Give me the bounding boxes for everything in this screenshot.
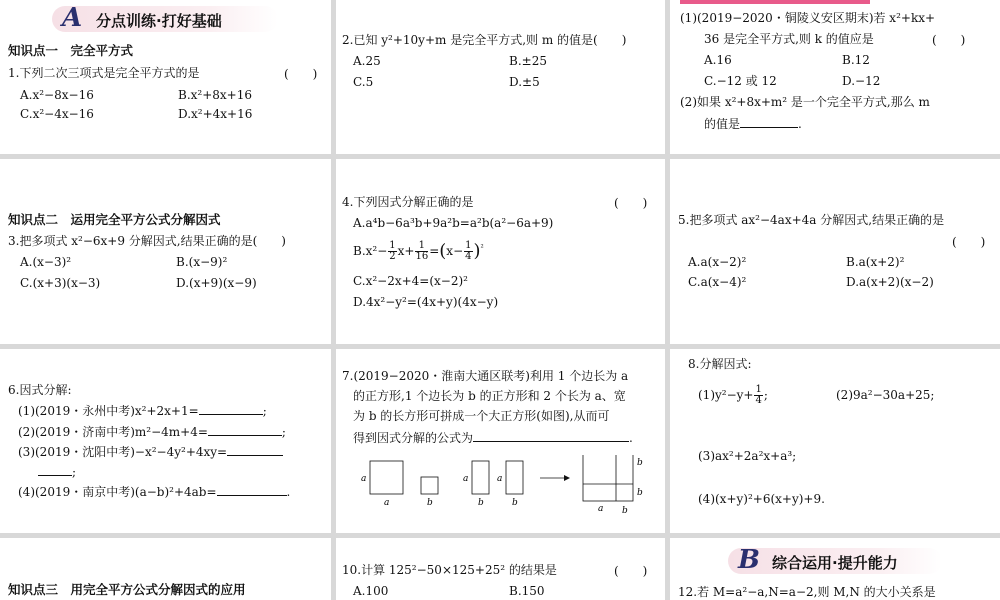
q8-sub-1-end: ; [763, 388, 768, 402]
variant-option-c: C.−12 或 12 [704, 74, 777, 88]
q1-stem: 1.下列二次三项式是完全平方式的是 [8, 66, 200, 80]
q2-option-c: C.5 [353, 75, 374, 89]
q1-option-a: A.x²−8x−16 [20, 88, 94, 102]
variant-line-1: (1)(2019−2020・铜陵义安区期末)若 x²+kx+ [680, 11, 936, 25]
q8-sub-1-text: (1)y²−y+ [698, 388, 754, 402]
variant-option-a: A.16 [704, 53, 732, 67]
panel-q10 [336, 538, 665, 600]
q6-sub-2-text: (2)(2019・济南中考)m²−4m+4= [18, 425, 208, 439]
q3-option-b: B.(x−9)² [176, 255, 228, 269]
panel-q2 [336, 0, 665, 154]
label-b-big-bottom: b [622, 506, 628, 516]
q1-option-d: D.x²+4x+16 [178, 107, 253, 121]
q8-frac [754, 385, 762, 406]
q10-stem: 10.计算 125²−50×125+25² 的结果是 [342, 563, 557, 577]
q6-answer-blank-1[interactable] [199, 402, 263, 415]
panel-q6 [0, 349, 331, 533]
q8-sub-4: (4)(x+y)²+6(x+y)+9. [698, 492, 825, 506]
q1-option-c: C.x²−4x−16 [20, 107, 94, 121]
section-a-banner [52, 3, 278, 33]
label-a-rect-1: a [463, 474, 469, 484]
q7-figure [350, 455, 665, 517]
square-b [421, 477, 438, 494]
q5-option-b: B.a(x+2)² [846, 255, 905, 269]
label-a-left: a [361, 474, 367, 484]
q6-answer-blank-3b[interactable] [38, 463, 72, 476]
q4-b-frac-2 [415, 241, 428, 262]
frac-den: 4 [755, 395, 762, 406]
q6-sub-4 [18, 483, 290, 500]
q4-b-part3: = [429, 244, 440, 258]
rect-ab-1 [472, 461, 489, 494]
q6-sub-1-text: (1)(2019・永州中考)x²+2x+1= [18, 404, 199, 418]
q2-option-b: B.±25 [509, 54, 547, 68]
section-b-title: 综合运用·提升能力 [772, 554, 898, 572]
q2-option-a: A.25 [353, 54, 381, 68]
variant-line-3: (2)如果 x²+8x+m² 是一个完全平方式,那么 m [680, 95, 930, 109]
panel-q9 [0, 538, 331, 600]
variant-option-d: D.−12 [842, 74, 881, 88]
panel-q1 [0, 0, 331, 154]
q7-line-2: 的正方形,1 个边长为 b 的正方形和 2 个长为 a、宽 [353, 389, 626, 403]
frac-num: 1 [389, 240, 396, 251]
label-a-rect-2: a [497, 474, 503, 484]
q10-option-a: A.100 [353, 584, 389, 598]
q6-sub-3-cont [38, 463, 76, 480]
q3-option-d: D.(x+9)(x−9) [176, 276, 257, 290]
q6-sub-4-text: (4)(2019・南京中考)(a−b)²+4ab= [18, 485, 217, 499]
q6-answer-blank-4[interactable] [217, 483, 287, 496]
q8-sub-2: (2)9a²−30a+25; [836, 388, 935, 402]
label-a-bottom: a [384, 498, 390, 508]
q4-b-part1: B.x²− [353, 244, 388, 258]
q10-option-b: B.150 [509, 584, 545, 598]
q5-option-c: C.a(x−4)² [688, 275, 747, 289]
knowledge-point-3: 知识点三 用完全平方公式分解因式的应用 [8, 582, 246, 597]
q6-sub-3-end: ; [72, 465, 77, 479]
q5-option-a: A.a(x−2)² [688, 255, 747, 269]
label-b-rect-2: b [512, 498, 518, 508]
q7-line-4 [353, 429, 633, 446]
arrow-head [564, 475, 570, 481]
q4-b-frac-1 [388, 241, 396, 262]
variant-answer-paren: ( ) [932, 33, 966, 47]
q4-b-exp: ² [480, 243, 484, 252]
q5-answer-paren: ( ) [952, 235, 986, 249]
q1-option-b: B.x²+8x+16 [178, 88, 252, 102]
variant-line-2: 36 是完全平方式,则 k 的值应是 [704, 32, 874, 46]
q6-answer-blank-2[interactable] [208, 423, 282, 436]
label-b-rect-1: b [478, 498, 484, 508]
knowledge-point-1: 知识点一 完全平方式 [8, 43, 134, 58]
q3-stem: 3.把多项式 x²−6x+9 分解因式,结果正确的是( ) [8, 234, 286, 248]
q7-line-3: 为 b 的长方形可拼成一个大正方形(如图),从而可 [353, 409, 610, 423]
q5-stem: 5.把多项式 ax²−4ax+4a 分解因式,结果正确的是 [678, 213, 945, 227]
q3-option-c: C.(x+3)(x−3) [20, 276, 101, 290]
panel-q5 [670, 159, 1000, 344]
q4-b-lparen: ( [439, 240, 447, 262]
q8-sub-3: (3)ax²+2a²x+a³; [698, 449, 797, 463]
q8-sub-1 [698, 384, 768, 406]
q4-b-part4: x− [446, 244, 464, 258]
big-square [583, 455, 633, 501]
section-a-letter: A [62, 3, 83, 33]
variant-line-4-text: 的值是 [704, 117, 741, 131]
q4-option-a: A.a⁴b−6a³b+9a²b=a²b(a²−6a+9) [353, 216, 554, 230]
q7-line-1: 7.(2019−2020・淮南大通区联考)利用 1 个边长为 a [342, 369, 629, 383]
q4-b-part2: x+ [397, 244, 415, 258]
q5-option-d: D.a(x+2)(x−2) [846, 275, 934, 289]
label-b-square: b [427, 498, 433, 508]
q4-b-frac-3 [464, 241, 472, 262]
q4-b-rparen: ) [473, 240, 481, 262]
q7-line-4-text: 得到因式分解的公式为 [353, 431, 474, 445]
q6-sub-1 [18, 402, 267, 419]
q10-answer-paren: ( ) [614, 564, 648, 578]
label-a-big-bottom: a [598, 504, 604, 514]
section-a-title: 分点训练·打好基础 [96, 12, 222, 30]
panel-q4 [336, 159, 665, 344]
q6-sub-1-end: ; [262, 404, 267, 418]
q3-option-a: A.(x−3)² [20, 255, 72, 269]
q6-sub-3 [18, 443, 283, 460]
panel-q7 [336, 349, 665, 533]
q2-stem: 2.已知 y²+10y+m 是完全平方式,则 m 的值是( ) [342, 33, 627, 47]
panel-q3 [0, 159, 331, 344]
q8-stem: 8.分解因式: [688, 357, 752, 371]
panel-q12 [670, 538, 1000, 600]
variant-line-4-end: . [798, 117, 802, 131]
q6-sub-4-end: . [286, 485, 291, 499]
label-b-big-top: b [637, 458, 643, 468]
frac-den: 2 [389, 251, 396, 262]
q6-answer-blank-3a[interactable] [227, 443, 283, 456]
q12-stem: 12.若 M=a²−a,N=a−2,则 M,N 的大小关系是 [678, 585, 936, 599]
q4-option-c: C.x²−2x+4=(x−2)² [353, 274, 468, 288]
frac-num: 1 [415, 241, 428, 252]
panel-q8 [670, 349, 1000, 533]
variant-line-4 [704, 115, 802, 132]
q6-stem: 6.因式分解: [8, 383, 72, 397]
section-b-banner [728, 545, 942, 575]
rect-ab-2 [506, 461, 523, 494]
square-a [370, 461, 403, 494]
q4-stem: 4.下列因式分解正确的是 [342, 195, 474, 209]
q4-answer-paren: ( ) [614, 196, 648, 210]
label-b-big-mid: b [637, 488, 643, 498]
q4-option-d: D.4x²−y²=(4x+y)(4x−y) [353, 295, 499, 309]
frac-den: 4 [465, 251, 472, 262]
variant-answer-blank[interactable] [740, 115, 798, 128]
frac-den: 16 [415, 251, 429, 262]
q6-sub-2-end: ; [281, 425, 286, 439]
q6-sub-3-text: (3)(2019・沈阳中考)−x²−4y²+4xy= [18, 445, 228, 459]
q7-answer-blank[interactable] [473, 429, 629, 442]
q1-answer-paren: ( ) [284, 67, 318, 81]
knowledge-point-2: 知识点二 运用完全平方公式分解因式 [8, 212, 221, 227]
variant-option-b: B.12 [842, 53, 870, 67]
frac-num: 1 [465, 240, 472, 251]
q7-line-4-end: . [629, 431, 633, 445]
variant-tag-bar [680, 0, 870, 4]
q6-sub-2 [18, 423, 286, 440]
section-b-letter: B [738, 545, 760, 575]
panel-q3-variant [670, 0, 1000, 154]
frac-num: 1 [755, 384, 762, 395]
q4-option-b [353, 239, 484, 264]
q2-option-d: D.±5 [509, 75, 540, 89]
